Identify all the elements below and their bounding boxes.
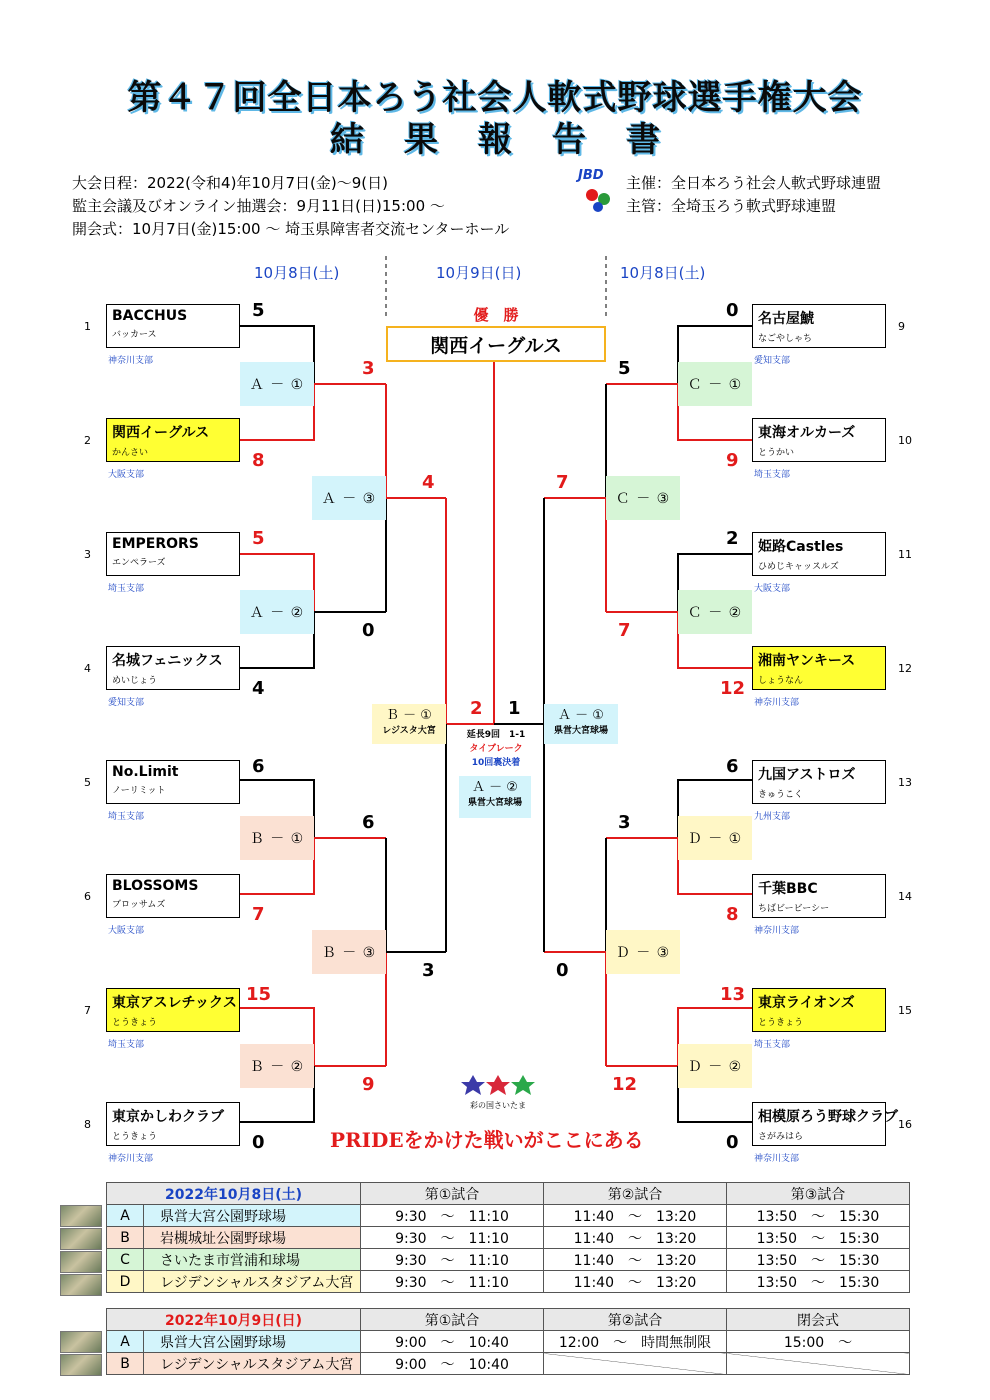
meeting-line: 監主会議及びオンライン抽選会：9月11日(日)15:00 ～	[72, 197, 445, 215]
champion-label: 優 勝	[473, 306, 519, 324]
score-r2-b1: 6	[362, 812, 375, 833]
team-branch: 埼玉支部	[108, 584, 145, 594]
team-kana: しょうなん	[758, 676, 804, 686]
venue-name: 県営大宮公園野球場	[144, 1205, 361, 1227]
team-box-16	[752, 1102, 898, 1146]
team-branch: 埼玉支部	[108, 812, 145, 822]
score-r2-d2: 12	[612, 1074, 638, 1095]
seed-1: 1	[84, 320, 91, 333]
venue-name: さいたま市営浦和球場	[144, 1249, 361, 1271]
team-branch: 神奈川支部	[754, 1154, 800, 1164]
team-box-4	[106, 646, 240, 690]
team-branch: 九州支部	[754, 812, 791, 822]
team-name: 名城フェニックス	[112, 653, 223, 669]
team-kana: さがみはら	[758, 1132, 804, 1142]
team-kana: きゅうこく	[758, 790, 804, 800]
schedule-col: 第②試合	[544, 1309, 727, 1331]
team-name: 関西イーグルス	[112, 425, 210, 441]
game-c3: Ｃ － ③	[606, 476, 680, 520]
final-tiebreak: タイブレーク	[469, 744, 523, 754]
schedule-header-row	[107, 1183, 910, 1205]
final-extra: 延長9回 1-1	[466, 730, 526, 740]
schedule-date: 2022年10月8日(土)	[107, 1183, 361, 1205]
team-branch: 愛知支部	[754, 356, 791, 366]
seed-5: 5	[84, 776, 91, 789]
mascot-icon	[459, 1074, 537, 1096]
schedule-col: 第②試合	[544, 1183, 727, 1205]
time-slot: 9:30 ～ 11:10	[361, 1227, 544, 1249]
stadium-thumb-b	[60, 1228, 102, 1250]
schedule-row	[107, 1227, 910, 1249]
team-name: 東京かしわクラブ	[112, 1109, 224, 1125]
score-15: 13	[720, 984, 746, 1005]
score-8: 0	[252, 1132, 265, 1153]
empty-slot	[544, 1353, 727, 1375]
schedule-header-row	[107, 1309, 910, 1331]
score-final-right: 1	[508, 698, 521, 719]
team-branch: 大阪支部	[108, 470, 145, 480]
team-name: BLOSSOMS	[112, 878, 199, 894]
seed-10: 10	[898, 434, 912, 447]
score-r3-right-top: 7	[556, 472, 569, 493]
venue-name: 県営大宮公園野球場	[144, 1331, 361, 1353]
schedule-col: 第①試合	[361, 1309, 544, 1331]
schedule-table-1	[106, 1182, 910, 1293]
score-r2-a1: 3	[362, 358, 375, 379]
team-branch: 愛知支部	[108, 698, 145, 708]
semi-right-venue: 県営大宮球場	[553, 726, 608, 736]
venue-name: レジデンシャルスタジアム大宮	[144, 1271, 361, 1293]
team-box-3	[106, 532, 240, 576]
game-d3: Ｄ － ③	[606, 930, 680, 974]
team-name: EMPERORS	[112, 536, 199, 552]
team-kana: ノーリミット	[112, 786, 166, 796]
game-b2: Ｂ － ②	[240, 1044, 314, 1088]
organizer-line: 主管：全埼玉ろう軟式野球連盟	[626, 197, 837, 215]
seed-13: 13	[898, 776, 912, 789]
score-10: 9	[726, 450, 739, 471]
time-slot: 9:00 ～ 10:40	[361, 1331, 544, 1353]
date-center: 10月9日(日)	[436, 264, 522, 282]
team-kana: とうきょう	[112, 1018, 158, 1028]
score-13: 6	[726, 756, 739, 777]
venue-code: B	[107, 1353, 144, 1375]
score-r2-b2: 9	[362, 1074, 375, 1095]
score-12: 12	[720, 678, 746, 699]
score-1: 5	[252, 300, 265, 321]
seed-12: 12	[898, 662, 912, 675]
team-kana: とうかい	[758, 448, 795, 458]
mascot-caption: 彩の国さいたま	[470, 1101, 526, 1110]
team-kana: めいじょう	[112, 676, 158, 686]
score-3: 5	[252, 528, 265, 549]
score-r2-a2: 0	[362, 620, 375, 641]
team-branch: 埼玉支部	[754, 1040, 791, 1050]
game-a1: Ａ － ①	[240, 362, 314, 406]
team-kana: なごやしゃち	[758, 334, 813, 344]
final-decided: 10回裏決着	[471, 758, 521, 768]
team-box-12	[752, 646, 886, 690]
venue-code: B	[107, 1227, 144, 1249]
schedule-row	[107, 1249, 910, 1271]
score-11: 2	[726, 528, 739, 549]
score-r3-left-bottom: 3	[422, 960, 435, 981]
team-kana: エンペラーズ	[112, 558, 166, 568]
time-slot: 9:30 ～ 11:10	[361, 1205, 544, 1227]
stadium-thumb-a2	[60, 1331, 102, 1353]
team-box-13	[752, 760, 886, 804]
seed-2: 2	[84, 434, 91, 447]
date-left: 10月8日(土)	[254, 264, 340, 282]
team-kana: ちばビービーシー	[758, 904, 830, 914]
host-line: 主催：全日本ろう社会人軟式野球連盟	[626, 174, 882, 192]
venue-code: A	[107, 1205, 144, 1227]
time-slot: 13:50 ～ 15:30	[727, 1205, 910, 1227]
team-name: 千葉BBC	[758, 881, 818, 897]
time-slot: 12:00 ～ 時間無制限	[544, 1331, 727, 1353]
team-box-11	[752, 532, 886, 576]
score-r2-d1: 3	[618, 812, 631, 833]
team-box-7	[106, 988, 240, 1032]
team-branch: 大阪支部	[108, 926, 145, 936]
team-box-1	[106, 304, 240, 348]
seed-4: 4	[84, 662, 91, 675]
team-name: 東京アスレチックス	[112, 995, 237, 1011]
team-name: 湘南ヤンキース	[758, 653, 856, 669]
final-game: Ａ － ②	[472, 780, 518, 795]
semi-left-venue: レジスタ大宮	[382, 726, 436, 736]
seed-8: 8	[84, 1118, 91, 1131]
team-box-9	[752, 304, 886, 348]
team-branch: 大阪支部	[754, 584, 791, 594]
schedule-line: 大会日程：2022(令和4)年10月7日(金)～9(日)	[72, 174, 389, 192]
team-box-10	[752, 418, 886, 462]
champion-name: 関西イーグルス	[386, 326, 606, 362]
score-4: 4	[252, 678, 265, 699]
team-branch: 埼玉支部	[754, 470, 791, 480]
team-branch: 埼玉支部	[108, 1040, 145, 1050]
team-name: BACCHUS	[112, 308, 188, 324]
team-box-14	[752, 874, 886, 918]
schedule-table-2	[106, 1308, 910, 1375]
schedule-col: 閉会式	[727, 1309, 910, 1331]
team-box-5	[106, 760, 240, 804]
seed-9: 9	[898, 320, 905, 333]
federation-logo-text: JBD	[578, 168, 604, 183]
seed-6: 6	[84, 890, 91, 903]
time-slot: 13:50 ～ 15:30	[727, 1271, 910, 1293]
slogan: PRIDEをかけた戦いがここにある	[330, 1128, 644, 1152]
team-name: 相模原ろう野球クラブ	[758, 1109, 898, 1125]
score-r2-c1: 5	[618, 358, 631, 379]
mascot	[458, 1074, 538, 1114]
team-kana: ひめじキャッスルズ	[758, 562, 839, 572]
page-subtitle: 結果報告書	[330, 120, 700, 160]
team-name: 姫路Castles	[758, 539, 844, 555]
team-kana: とうきょう	[112, 1132, 158, 1142]
team-branch: 神奈川支部	[108, 356, 154, 366]
game-c1: Ｃ － ①	[678, 362, 752, 406]
date-right: 10月8日(土)	[620, 264, 706, 282]
team-branch: 神奈川支部	[754, 698, 800, 708]
semi-right-game: Ａ － ①	[558, 708, 604, 723]
game-c2: Ｃ － ②	[678, 590, 752, 634]
page-title: 第４７回全日本ろう社会人軟式野球選手権大会	[127, 78, 863, 118]
team-kana: とうきょう	[758, 1018, 804, 1028]
score-6: 7	[252, 904, 265, 925]
stadium-thumb-b2	[60, 1354, 102, 1376]
final-info	[448, 728, 544, 770]
stadium-thumb-a	[60, 1205, 102, 1227]
team-branch: 神奈川支部	[108, 1154, 154, 1164]
time-slot: 13:50 ～ 15:30	[727, 1249, 910, 1271]
final-venue: 県営大宮球場	[467, 798, 522, 808]
time-slot: 11:40 ～ 13:20	[544, 1205, 727, 1227]
seed-11: 11	[898, 548, 912, 561]
game-a3: Ａ － ③	[312, 476, 386, 520]
score-r2-c2: 7	[618, 620, 631, 641]
stadium-thumb-d	[60, 1274, 102, 1296]
score-5: 6	[252, 756, 265, 777]
team-name: 東海オルカーズ	[758, 425, 856, 441]
score-r3-left-top: 4	[422, 472, 435, 493]
time-slot: 11:40 ～ 13:20	[544, 1227, 727, 1249]
schedule-row	[107, 1271, 910, 1293]
seed-14: 14	[898, 890, 912, 903]
team-box-6	[106, 874, 240, 918]
venue-code: C	[107, 1249, 144, 1271]
team-box-15	[752, 988, 886, 1032]
seed-7: 7	[84, 1004, 91, 1017]
time-slot: 11:40 ～ 13:20	[544, 1271, 727, 1293]
seed-16: 16	[898, 1118, 912, 1131]
score-7: 15	[246, 984, 272, 1005]
venue-code: D	[107, 1271, 144, 1293]
semi-left-box	[372, 704, 446, 744]
schedule-col: 第③試合	[727, 1183, 910, 1205]
team-name: 名古屋鯱	[758, 311, 814, 327]
team-name: 九国アストロズ	[758, 767, 856, 783]
score-r3-right-bottom: 0	[556, 960, 569, 981]
team-name: No.Limit	[112, 764, 179, 780]
schedule-row	[107, 1331, 910, 1353]
time-slot: 15:00 ～	[727, 1331, 910, 1353]
venue-name: レジデンシャルスタジアム大宮	[144, 1353, 361, 1375]
team-box-2	[106, 418, 240, 462]
time-slot: 9:30 ～ 11:10	[361, 1249, 544, 1271]
score-2: 8	[252, 450, 265, 471]
game-d1: Ｄ － ①	[678, 816, 752, 860]
empty-slot	[727, 1353, 910, 1375]
final-game-box	[459, 776, 531, 818]
score-16: 0	[726, 1132, 739, 1153]
schedule-col: 第①試合	[361, 1183, 544, 1205]
schedule-row	[107, 1353, 910, 1375]
time-slot: 9:00 ～ 10:40	[361, 1353, 544, 1375]
game-b3: Ｂ － ③	[312, 930, 386, 974]
team-name: 東京ライオンズ	[758, 995, 855, 1011]
team-branch: 神奈川支部	[754, 926, 800, 936]
game-a2: Ａ － ②	[240, 590, 314, 634]
stadium-thumb-c	[60, 1251, 102, 1273]
team-kana: ブロッサムズ	[112, 900, 166, 910]
score-9: 0	[726, 300, 739, 321]
game-b1: Ｂ － ①	[240, 816, 314, 860]
semi-right-box	[544, 704, 618, 744]
team-kana: かんさい	[112, 448, 149, 458]
venue-name: 岩槻城址公園野球場	[144, 1227, 361, 1249]
time-slot: 11:40 ～ 13:20	[544, 1249, 727, 1271]
schedule-row	[107, 1205, 910, 1227]
game-d2: Ｄ － ②	[678, 1044, 752, 1088]
team-kana: バッカース	[112, 330, 157, 340]
team-box-8	[106, 1102, 240, 1146]
score-14: 8	[726, 904, 739, 925]
opening-line: 開会式：10月7日(金)15:00 ～ 埼玉県障害者交流センターホール	[72, 220, 510, 238]
seed-3: 3	[84, 548, 91, 561]
time-slot: 13:50 ～ 15:30	[727, 1227, 910, 1249]
semi-left-game: Ｂ － ①	[386, 708, 432, 723]
score-final-left: 2	[470, 698, 483, 719]
schedule-date: 2022年10月9日(日)	[107, 1309, 361, 1331]
time-slot: 9:30 ～ 11:10	[361, 1271, 544, 1293]
venue-code: A	[107, 1331, 144, 1353]
seed-15: 15	[898, 1004, 912, 1017]
